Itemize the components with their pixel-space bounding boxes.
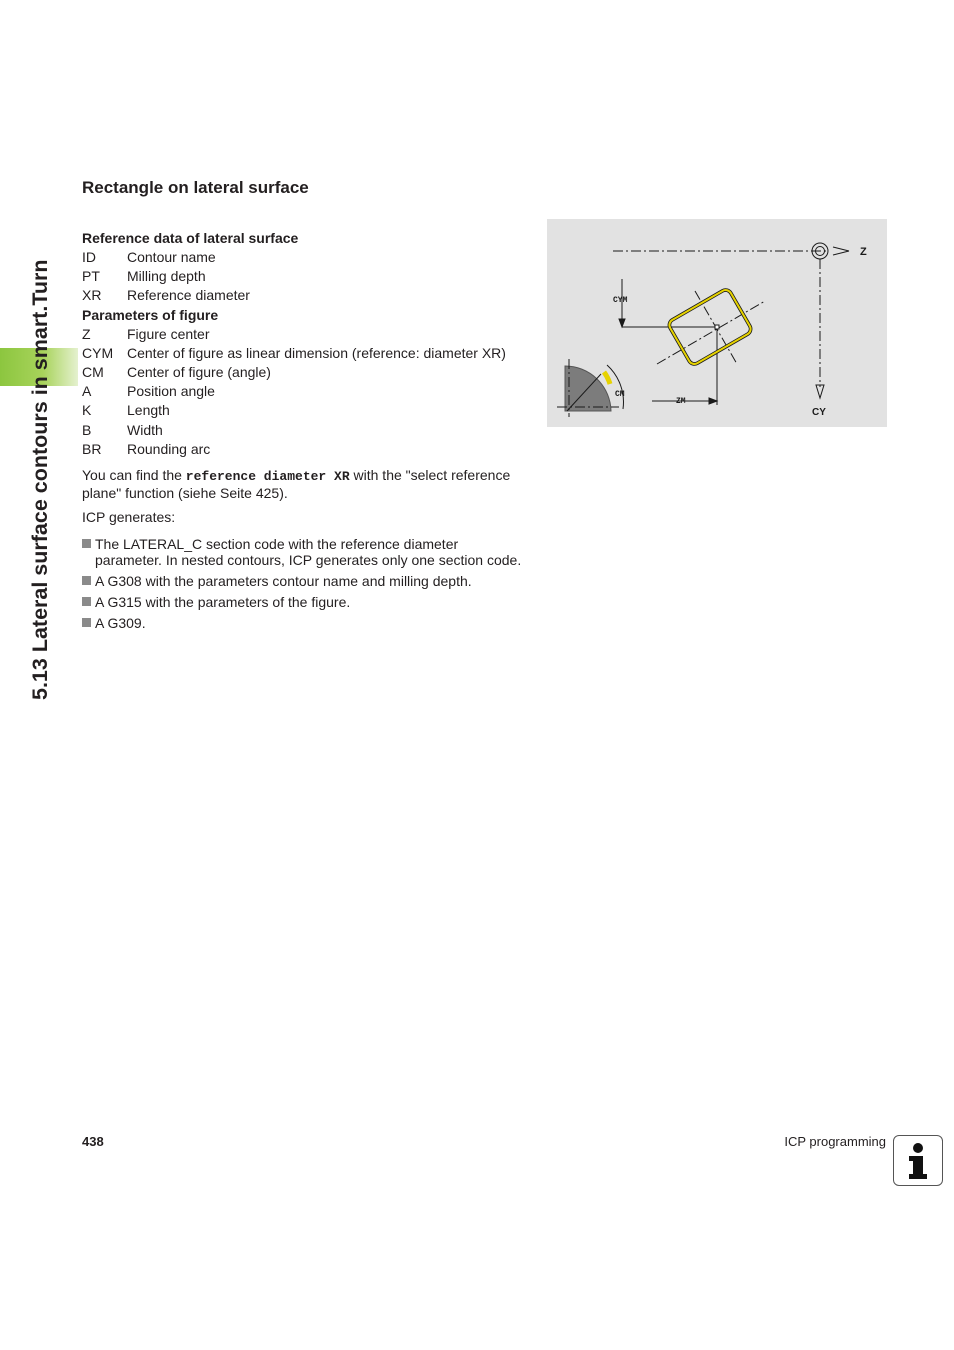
cy-axis-label: CY [812, 407, 826, 418]
parameter-row [82, 248, 532, 267]
parameter-code: PT [82, 268, 100, 285]
page-number: 438 [82, 1134, 104, 1149]
chapter-name: ICP programming [784, 1134, 886, 1149]
info-icon [893, 1135, 943, 1186]
bullet-square-icon [82, 597, 91, 606]
parameter-code: CYM [82, 344, 114, 361]
parameter-code: B [82, 421, 92, 438]
parameter-description: Position angle [127, 383, 215, 400]
parameter-description: Figure center [127, 325, 210, 342]
parameter-row [82, 267, 532, 286]
zm-arrow [709, 398, 717, 404]
list-item-text: A G308 with the parameters contour name and milling depth. [95, 573, 472, 589]
bullet-square-icon [82, 539, 91, 548]
cym-arrow [619, 319, 625, 327]
rectangle-lateral-surface-figure [547, 219, 887, 427]
parameter-description: Center of figure (angle) [127, 363, 271, 380]
info-glyph [894, 1136, 942, 1185]
parameter-description: Reference diameter [127, 287, 250, 304]
parameter-description: Milling depth [127, 268, 206, 285]
bullet-square-icon [82, 618, 91, 627]
list-item-text: A G315 with the parameters of the figure. [95, 594, 351, 610]
bullet-square-icon [82, 576, 91, 585]
list-item [82, 615, 522, 631]
parameter-code: ID [82, 249, 96, 265]
parameter-description: Center of figure as linear dimension (reference: diameter XR) [127, 344, 506, 361]
section-title: Rectangle on lateral surface [82, 178, 309, 197]
reference-diameter-code: reference diameter XR [185, 469, 350, 484]
parameter-code: Z [82, 325, 91, 342]
parameter-description: Length [127, 402, 170, 419]
parameter-description: Width [127, 421, 163, 438]
figure-group-title: Parameters of figure [82, 306, 219, 323]
parameter-description: Contour name [127, 249, 216, 265]
list-item [82, 573, 522, 589]
parameter-row [82, 421, 532, 440]
cm-label: CM [615, 390, 625, 399]
list-item [82, 594, 522, 610]
parameter-code: BR [82, 440, 102, 457]
rectangle-center-point [715, 325, 719, 329]
parameter-row [82, 325, 532, 344]
reference-group-title: Reference data of lateral surface [82, 230, 299, 246]
parameter-code: XR [82, 287, 102, 304]
parameter-list [82, 229, 532, 459]
figure-drawing [547, 219, 887, 427]
z-axis-label: Z [860, 246, 867, 258]
parameter-code: CM [82, 363, 104, 380]
parameter-description: Rounding arc [127, 440, 211, 457]
list-item [82, 536, 522, 568]
parameter-row [82, 382, 532, 401]
generated-items-list [82, 536, 522, 636]
quadrant-contour-arc [604, 372, 610, 384]
icp-generates-label: ICP generates: [82, 509, 176, 525]
cym-label: CYM [613, 296, 628, 305]
chapter-side-title [28, 180, 70, 700]
z-arrow-top [833, 247, 849, 251]
parameter-row [82, 363, 532, 382]
parameter-code: K [82, 402, 92, 419]
parameter-row [82, 401, 532, 420]
parameter-row [82, 344, 532, 363]
list-item-text: The LATERAL_C section code with the reference diameter parameter. In nested contours, ICP generates only one section code. [95, 536, 522, 568]
z-arrow-bottom [833, 251, 849, 255]
chapter-title-text: 5.13 Lateral surface contours in smart.Turn [28, 259, 52, 700]
reference-diameter-note: You can find the reference diameter XR with the "select reference plane" function (siehe Seite 425). [82, 467, 511, 501]
parameter-row [82, 286, 532, 305]
parameter-row [82, 440, 532, 459]
parameter-code: A [82, 383, 92, 400]
zm-label: ZM [676, 397, 686, 406]
list-item-text: A G309. [95, 615, 146, 631]
